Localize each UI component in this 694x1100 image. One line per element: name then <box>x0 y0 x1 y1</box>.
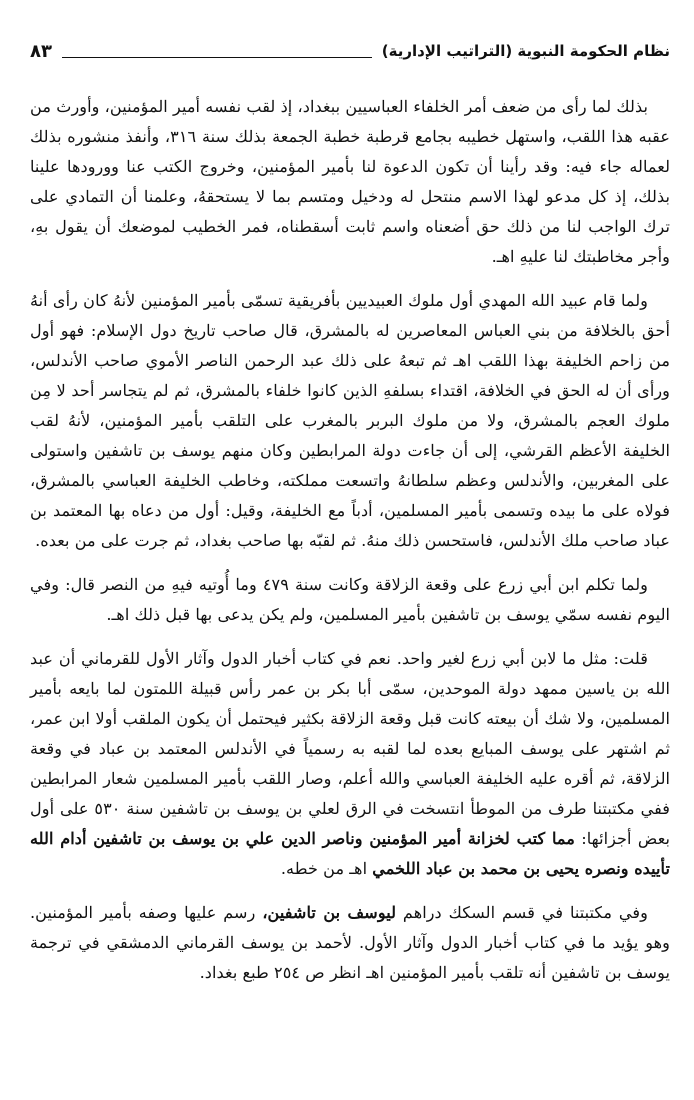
paragraph-5-emphasis: ليوسف بن تاشفين، <box>262 903 397 922</box>
paragraph-3 <box>30 570 670 630</box>
book-page <box>30 28 670 1088</box>
paragraph-2 <box>30 286 670 556</box>
header-title: نظام الحكومة النبوية (التراتيب الإدارية) <box>381 42 670 60</box>
paragraph-1 <box>30 92 670 272</box>
body-text <box>30 92 670 988</box>
paragraph-3-text: ولما تكلم ابن أبي زرع على وقعة الزلاقة وكانت سنة ٤٧٩ وما أُوتيه فيهِ من النصر قال: وفي اليوم نفسه سمّي يوسف بن تاشفين بأمير المسلمين، ولم يكن يدعى بها قبل ذلك اهـ. <box>30 575 670 624</box>
header-rule <box>62 57 372 58</box>
running-header <box>30 28 670 64</box>
paragraph-4-text: قلت: مثل ما لابن أبي زرع لغير واحد. نعم في كتاب أخبار الدول وآثار الأول للقرماني أن عبد الله بن ياسين ممهد دولة الموحدين، سمّى أبا بكر بن عمر رأس قبيلة اللمتون لما بايعه بأمير المسلمين، ولا شك أن بيعته كانت قبل وقعة الزلاقة بكثير فيحتمل أن يكون الملقب أولا ابن عمر، ثم اشتهر على يوسف المبايع بعده لما لقبه به رسمياً في الأندلس المعتمد بن عباد في وقعة الزلاقة، ثم أقره عليه الخليفة العباسي والله أعلم، وصار اللقب بأمير المسلمين شعار المرابطين ففي مكتبتنا طرف من الموطأ انتسخت في الرق لعلي بن يوسف بن تاشفين سنة ٥٣٠ على أول بعض أجزائها: <box>30 649 671 848</box>
paragraph-4-tail: اهـ من خطه. <box>280 859 368 878</box>
paragraph-5-tail: رسم عليها وصفه بأمير المؤمنين. وهو يؤيد ما في كتاب أخبار الدول وآثار الأول. لأحمد بن يوسف القرماني الدمشقي في ترجمة يوسف بن تاشفين أنه تلقب بأمير المؤمنين اهـ انظر ص ٢٥٤ طبع بغداد. <box>30 903 670 982</box>
paragraph-5 <box>30 898 670 988</box>
paragraph-4 <box>30 644 670 884</box>
page-number: ٨٣ <box>30 41 52 62</box>
paragraph-2-text: ولما قام عبيد الله المهدي أول ملوك العبيديين بأفريقية تسمّى بأمير المؤمنين لأنهُ كان رأى أنهُ أحق بالخلافة من بني العباس المعاصرين له بالمشرق، قال صاحب تاريخ دول الإسلام: فهو أول من زاحم الخليفة بهذا اللقب اهـ ثم تبعهُ على ذلك عبد الرحمن الناصر الأموي صاحب الأندلس، ورأى أن له الحق في الخلافة، اقتداء بسلفهِ الذين كانوا خلفاء بالمشرق، ثم لم يتجاسر أحد لا مِن ملوك العجم بالمشرق، ولا من ملوك البربر بالمغرب على التلقب بأمير المؤمنين، لأنهُ لقب الخليفة الأعظم القرشي، إلى أن جاءت دولة المرابطين وكان منهم يوسف بن تاشفين واستولى على المغربين، والأندلس وعظم سلطانهُ واتسعت مملكته، وخاطب الخليفة العباسي بالمشرق، فولاه على ما بيده وتسمى بأمير المسلمين، أدباً مع الخليفة، وقيل: أول من دعاه بها المعتمد بن عباد صاحب ملك الأندلس، فاستحسن ذلك منهُ. ثم لقبّه بها صاحب بغداد، ثم جرت على من بعده. <box>30 291 670 550</box>
paragraph-5-text: وفي مكتبتنا في قسم السكك دراهم <box>402 903 648 922</box>
paragraph-1-text: بذلك لما رأى من ضعف أمر الخلفاء العباسيين ببغداد، إذ لقب نفسه أمير المؤمنين، وأورث من عقبه هذا اللقب، واستهل خطيبه بجامع قرطبة خطبة الجمعة بذلك سنة ٣١٦، وأنفذ منشوره بذلك لعماله جاء فيه: وقد رأينا أن تكون الدعوة لنا بأمير المؤمنين، وخروج الكتب عنا وورودها علينا بذلك، إذ كل مدعو لهذا الاسم منتحل له ودخيل ومتسم بما لا يستحقهُ، وعلمنا أن التمادي على ترك الواجب لنا من ذلك حق أضعناه واسم ثابت أسقطناه، فمر الخطيب لموضعك أن يقول بهِ، وأجر مخاطبتك لنا عليهِ اهـ. <box>30 97 670 266</box>
paragraph-4-inscription: مما كتب لخزانة أمير المؤمنين وناصر الدين علي بن يوسف بن تاشفين أدام الله تأييده ونصره يحيى بن محمد بن عباد اللخمي <box>30 829 670 878</box>
